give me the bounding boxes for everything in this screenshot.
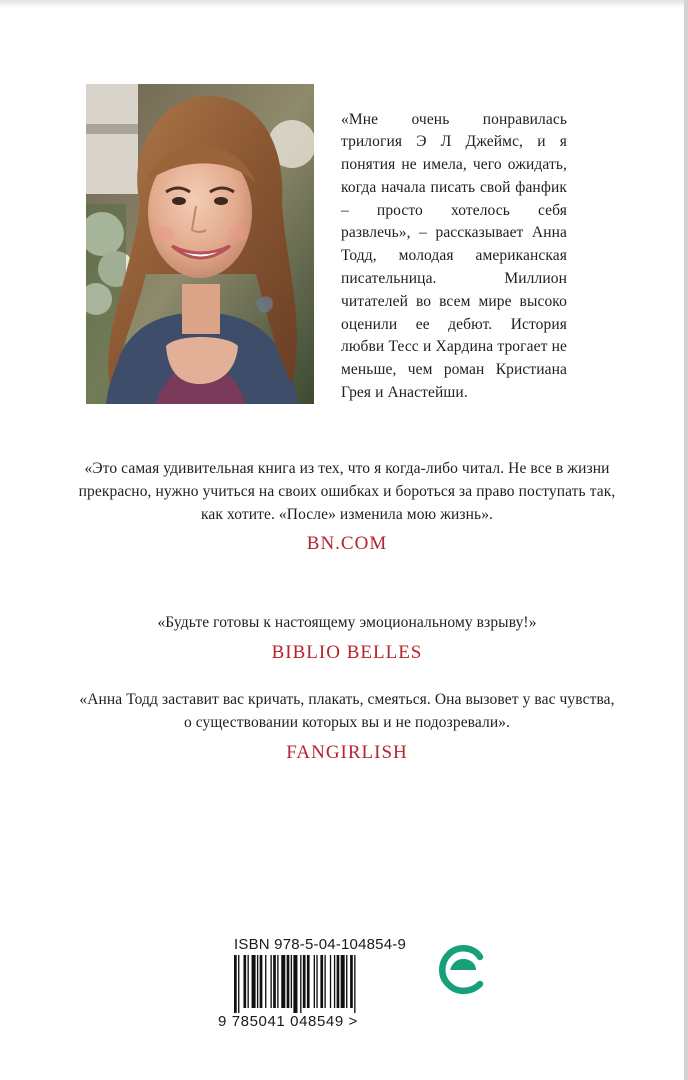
review [78,612,616,664]
review-quote: «Анна Тодд заставит вас кричать, плакать, смеяться. Она вызовет у вас чувства, о существовании которых вы и не подозревали». [79,691,615,731]
review-source: FANGIRLISH [286,741,408,763]
review-source: BN.COM [306,533,388,555]
review-quote: «Будьте готовы к настоящему эмоциональному взрыву!» [157,614,537,631]
review [78,689,616,764]
top-edge [0,0,688,8]
right-edge [684,0,688,1080]
barcode-icon [234,955,404,1013]
review-source: BIBLIO BELLES [271,641,423,663]
author-photo [86,84,314,404]
review-quote: «Это самая удивительная книга из тех, что я когда-либо читал. Не все в жизни прекрасно, нужно учиться на своих ошибках и бороться за право поступать так, как хотите. «После» изменила мою жизнь». [78,460,616,523]
review [78,458,616,555]
barcode-digits: 9 785041 048549 > [218,1013,358,1030]
isbn-label: ISBN 978-5-04-104854-9 [234,936,407,953]
author-bio: «Мне очень понравилась трилогия Э Л Джеймс, и я понятия не имела, чего ожидать, когда начала писать свой фанфик – просто хотелось себя развлечь», – рассказывает Анна Тодд, молодая американская писательница. Миллион читателей во всем мире высоко оценили ее дебют. История любви Тесс и Хардина трогает не меньше, чем роман Кристиана Грея и Анастейши. [341,110,567,402]
publisher-logo-icon [438,943,488,995]
